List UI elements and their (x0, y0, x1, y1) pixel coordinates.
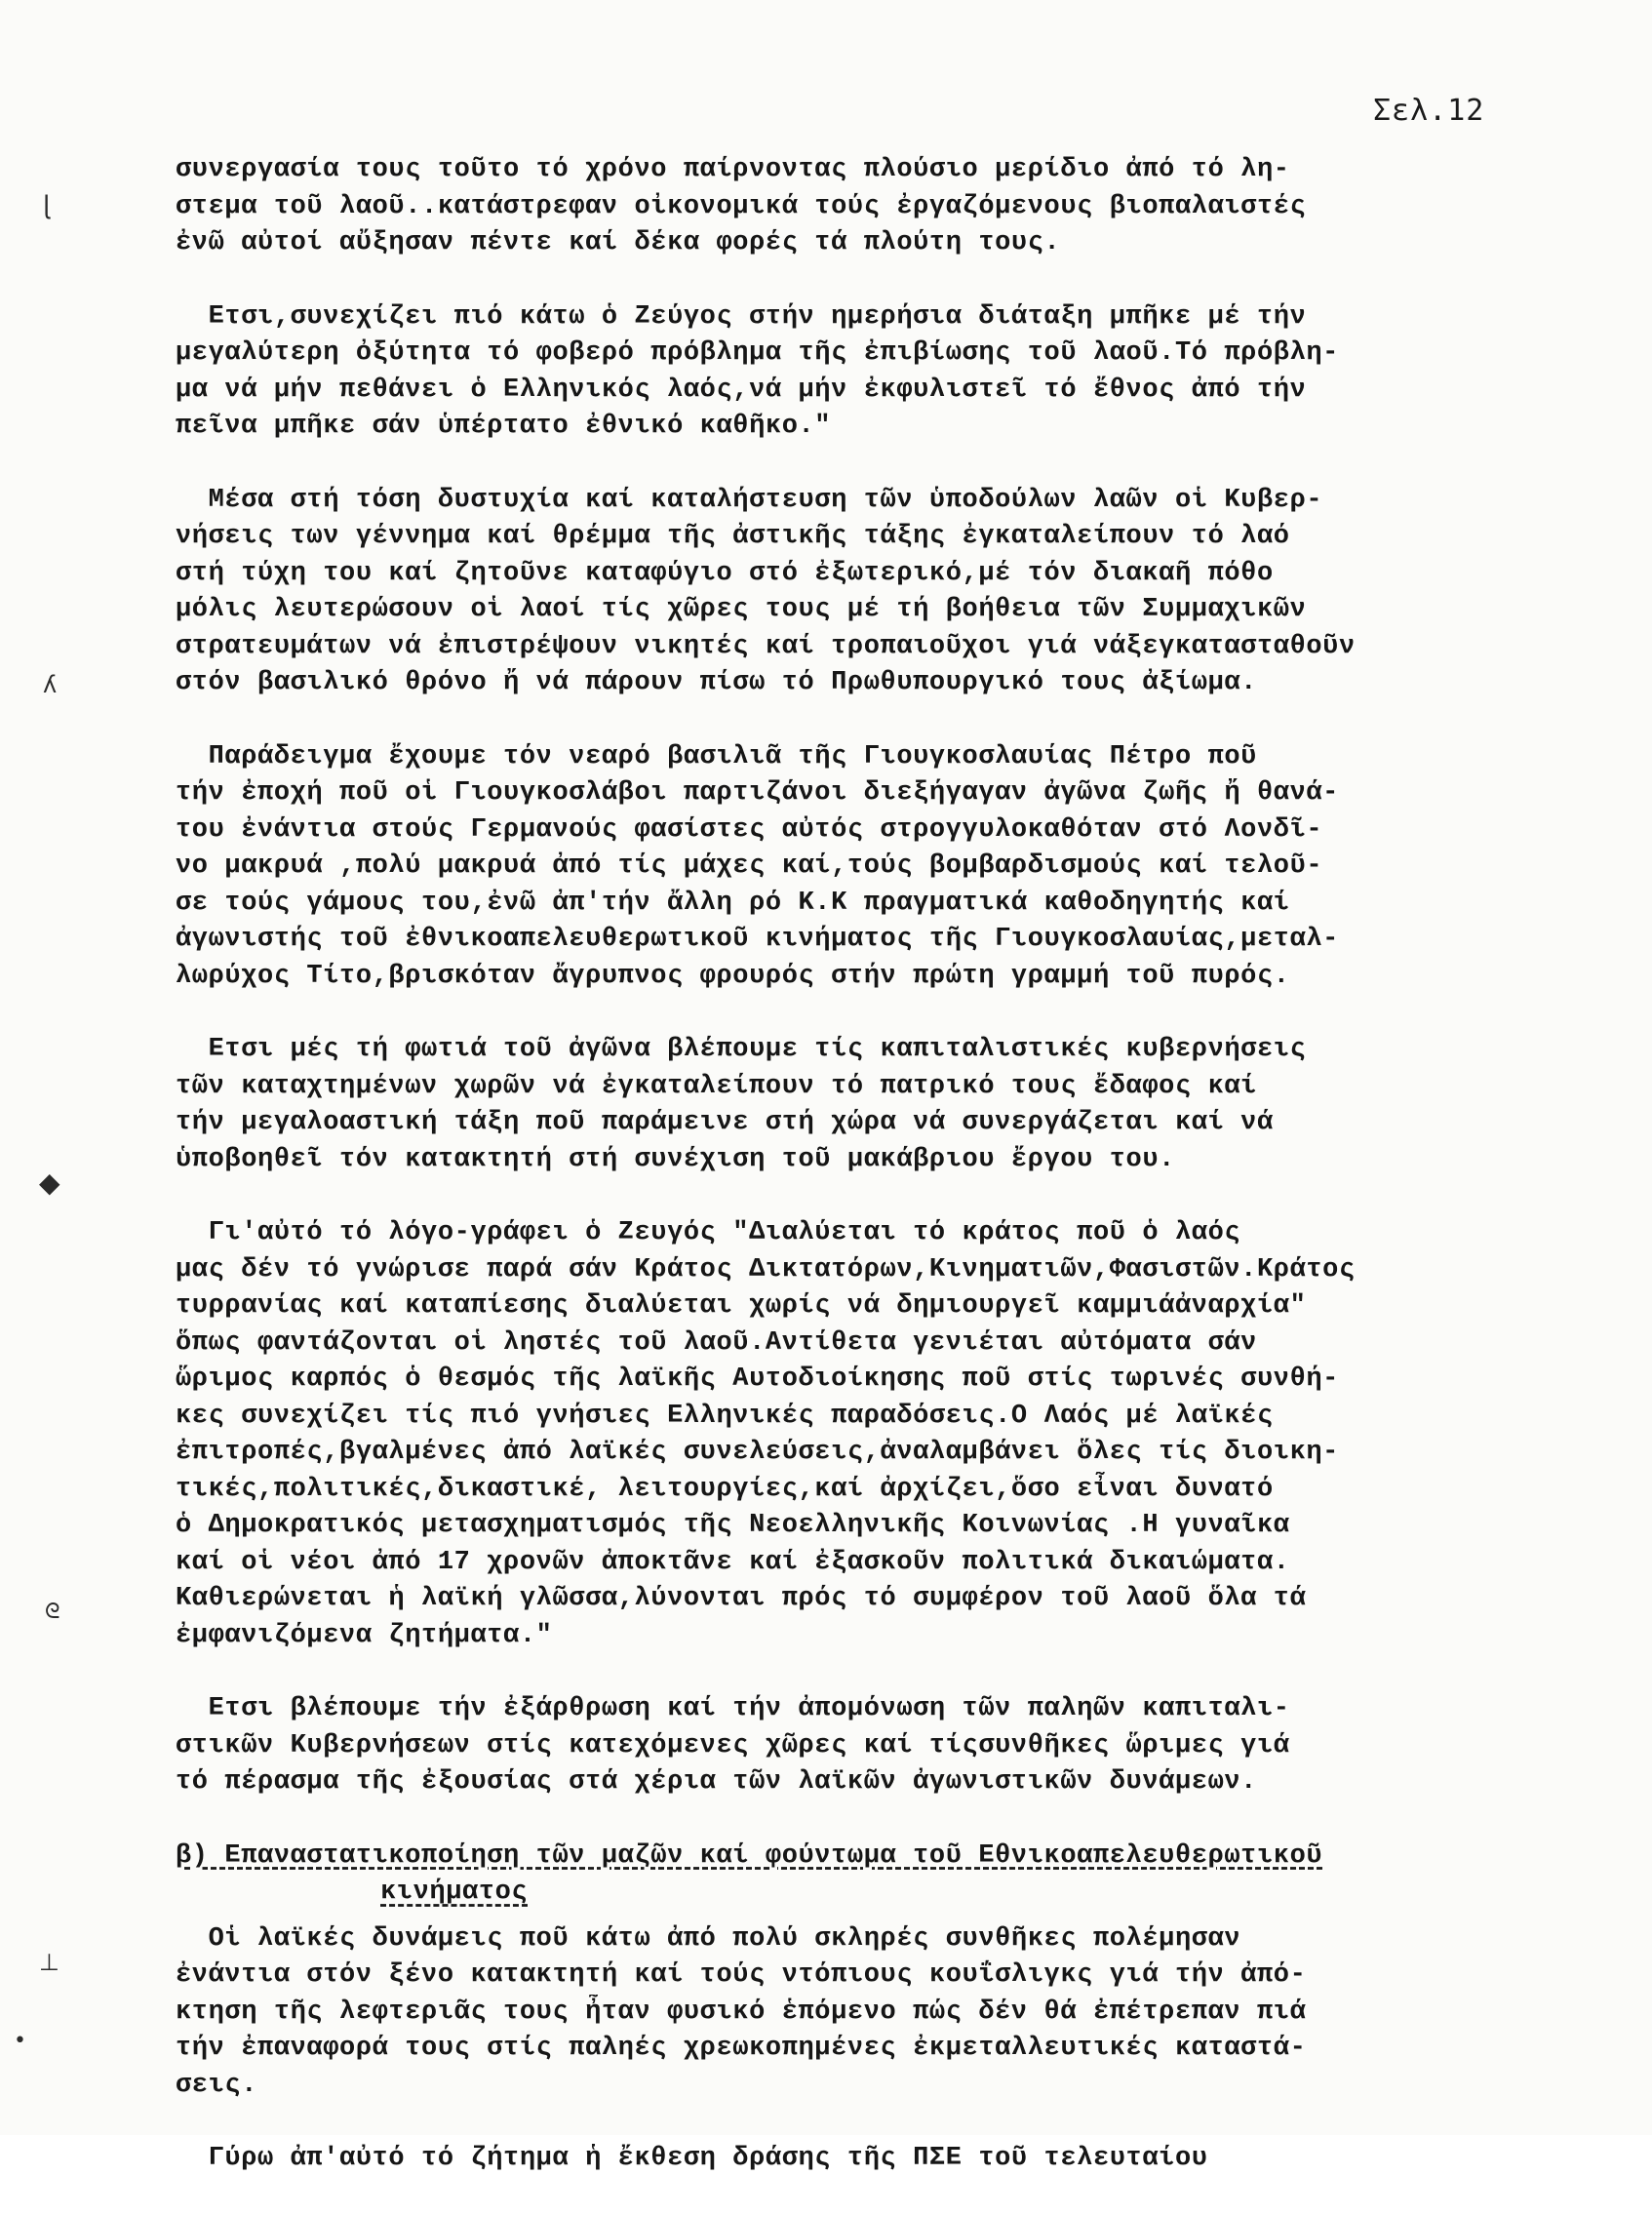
text-line: μας δέν τό γνώρισε παρά σάν Κράτος Δικτατόρων,Κινηματιῶν,Φασιστῶν.Κράτος (176, 1254, 1356, 1285)
text-line: Γι'αὐτό τό λόγο-γράφει ὁ Ζευγός "Διαλύεται τό κράτος ποῦ ὁ λαός (176, 1218, 1241, 1247)
paragraph-5 (176, 1032, 1619, 1178)
margin-mark-3: ◆ (39, 1167, 60, 1199)
text-line: στρατευμάτων νά ἐπιστρέψουν νικητές καί τροπαιοῦχοι γιά νάξεγκατασταθοῦν (176, 631, 1356, 661)
paragraph-9 (176, 2141, 1619, 2178)
text-line: του ἐνάντια στούς Γερμανούς φασίστες αὐτός στρογγυλοκαθόταν στό Λονδῖ- (176, 814, 1323, 845)
text-line: Μέσα στή τόση δυστυχία καί καταλήστευση τῶν ὑποδούλων λαῶν οἱ Κυβερ- (176, 485, 1323, 515)
text-line: μεγαλύτερη ὀξύτητα τό φοβερό πρόβλημα τῆς ἐπιβίωσης τοῦ λαοῦ.Τό πρόβλη- (176, 338, 1339, 368)
text-line: Ετσι βλέπουμε τήν ἐξάρθρωση καί τήν ἀπομόνωση τῶν παληῶν καπιταλι- (176, 1694, 1290, 1723)
paragraph-8 (176, 1921, 1619, 2105)
text-line: ὅπως φαντάζονται οἱ ληστές τοῦ λαοῦ.Αντίθετα γενιέται αὐτόματα σάν (176, 1327, 1257, 1358)
text-line: νήσεις των γέννημα καί θρέμμα τῆς ἀστικῆς τάξης ἐγκαταλείπουν τό λαό (176, 522, 1290, 551)
text-line: ἐμφανιζόμενα ζητήματα." (176, 1620, 553, 1650)
paragraph-4 (176, 739, 1619, 996)
margin-mark-5: ⊥ (39, 1949, 59, 1976)
text-line: τῶν καταχτημένων χωρῶν νά ἐγκαταλείπουν τό πατρικό τους ἔδαφος καί (176, 1071, 1257, 1101)
text-line: Γύρω ἀπ'αὐτό τό ζήτημα ἡ ἔκθεση δράσης τῆς ΠΣΕ τοῦ τελευταίου (176, 2144, 1208, 2173)
text-line: τήν ἐπαναφορά τους στίς παληές χρεωκοπημένες ἐκμεταλλευτικές καταστά- (176, 2034, 1307, 2063)
paragraph-1 (176, 152, 1619, 262)
text-line: ἐνῶ αὐτοί αὔξησαν πέντε καί δέκα φορές τά πλούτη τους. (176, 228, 1061, 257)
text-line: Παράδειγμα ἔχουμε τόν νεαρό βασιλιᾶ τῆς Γιουγκοσλαυίας Πέτρο ποῦ (176, 741, 1257, 771)
text-line: ἐνάντια στόν ξένο κατακτητή καί τούς ντόπιους κουΐσλιγκς γιά τήν ἀπό- (176, 1960, 1307, 1990)
text-line: κτηση τῆς λεφτεριᾶς τους ἦταν φυσικό ἑπόμενο πώς δέν θά ἐπέτρεπαν πιά (176, 1997, 1307, 2027)
text-line: τήν ἐποχή ποῦ οἱ Γιουγκοσλάβοι παρτιζάνοι διεξήγαγαν ἀγῶνα ζωῆς ἤ θανά- (176, 778, 1339, 808)
text-line: σεις. (176, 2070, 258, 2100)
text-line: Καθιερώνεται ἡ λαϊκή γλῶσσα,λύνονται πρός τό συμφέρον τοῦ λαοῦ ὅλα τά (176, 1584, 1307, 1613)
margin-mark-6: • (14, 2029, 26, 2053)
text-line: Ετσι,συνεχίζει πιό κάτω ὁ Ζεύγος στήν ημερήσια διάταξη μπῆκε μέ τήν (176, 301, 1307, 332)
text-line: ὥριμος καρπός ὁ θεσμός τῆς λαϊκῆς Αυτοδιοίκησης ποῦ στίς τωρινές συνθή- (176, 1365, 1339, 1394)
paragraph-3 (176, 483, 1619, 702)
text-line: στεμα τοῦ λαοῦ..κατάστρεφαν οἰκονομικά τούς ἐργαζόμενους βιοπαλαιστές (176, 191, 1307, 221)
paragraph-2 (176, 299, 1619, 446)
section-heading-line-2: κινήματος (380, 1878, 529, 1907)
margin-mark-4: ᘓ (45, 1600, 60, 1624)
text-line: τό πέρασμα τῆς ἐξουσίας στά χέρια τῶν λαϊκῶν ἀγωνιστικῶν δυνάμεων. (176, 1767, 1257, 1797)
text-line: κες συνεχίζει τίς πιό γνήσιες Ελληνικές παραδόσεις.Ο Λαός μέ λαϊκές (176, 1401, 1274, 1431)
text-line: πεῖνα μπῆκε σάν ὑπέρτατο ἐθνικό καθῆκο." (176, 412, 832, 441)
text-line: νο μακρυά ,πολύ μακρυά ἀπό τίς μάχες καί,τούς βομβαρδισμούς καί τελοῦ- (176, 851, 1323, 881)
text-line: ὑποβοηθεῖ τόν κατακτητή στή συνέχιση τοῦ μακάβριου ἔργου του. (176, 1144, 1175, 1174)
text-line: συνεργασία τους τοῦτο τό χρόνο παίρνοντας πλούσιο μερίδιο ἀπό τό λη- (176, 155, 1290, 184)
text-line: τικές,πολιτικές,δικαστικέ, λειτουργίες,καί ἀρχίζει,ὅσο εἶναι δυνατό (176, 1474, 1274, 1504)
text-line: Οἱ λαϊκές δυνάμεις ποῦ κάτω ἀπό πολύ σκληρές συνθῆκες πολέμησαν (176, 1923, 1241, 1954)
text-line: στόν βασιλικό θρόνο ἤ νά πάρουν πίσω τό Πρωθυπουργικό τους ἀξίωμα. (176, 668, 1257, 697)
document-body (176, 152, 1619, 2215)
paragraph-7 (176, 1691, 1619, 1801)
text-line: ὁ Δημοκρατικός μετασχηματισμός τῆς Νεοελληνικῆς Κοινωνίας .Η γυναῖκα (176, 1511, 1290, 1540)
section-heading (176, 1839, 1619, 1912)
text-line: καί οἱ νέοι ἀπό 17 χρονῶν ἀποκτᾶνε καί ἐξασκοῦν πολιτικά δικαιώματα. (176, 1547, 1290, 1577)
text-line: μόλις λευτερώσουν οἱ λαοί τίς χῶρες τους μέ τή βοήθεια τῶν Συμμαχικῶν (176, 595, 1307, 624)
text-line: τυρρανίας καί καταπίεσης διαλύεται χωρίς νά δημιουργεῖ καμμιάἀναρχία" (176, 1291, 1307, 1321)
paragraph-6 (176, 1215, 1619, 1654)
page-number: Σελ.12 (1373, 94, 1485, 128)
text-line: μα νά μήν πεθάνει ὁ Ελληνικός λαός,νά μήν ἐκφυλιστεῖ τό ἔθνος ἀπό τήν (176, 375, 1307, 405)
text-line: τήν μεγαλοαστική τάξη ποῦ παράμεινε στή χώρα νά συνεργάζεται καί νά (176, 1108, 1274, 1137)
text-line: στή τύχη του καί ζητοῦνε καταφύγιο στό ἐξωτερικό,μέ τόν διακαῆ πόθο (176, 558, 1274, 588)
margin-mark-2: ʎ (43, 671, 58, 698)
text-line: ἐπιτροπές,βγαλμένες ἀπό λαϊκές συνελεύσεις,ἀναλαμβάνει ὅλες τίς διοικη- (176, 1438, 1339, 1467)
text-line: λωρύχος Τίτο,βρισκόταν ἄγρυπνος φρουρός στήν πρώτη γραμμή τοῦ πυρός. (176, 961, 1290, 991)
margin-mark-1: ɭ (43, 191, 51, 220)
text-line: στικῶν Κυβερνήσεων στίς κατεχόμενες χῶρες καί τίςσυνθῆκες ὥριμες γιά (176, 1730, 1290, 1760)
section-heading-line-1: β) Επαναστατικοποίηση τῶν μαζῶν καί φούντωμα τοῦ Εθνικοαπελευθερωτικοῦ (176, 1840, 1323, 1871)
text-line: σε τούς γάμους του,ἐνῶ ἀπ'τήν ἄλλη ρό Κ.Κ πραγματικά καθοδηγητής καί (176, 888, 1290, 918)
text-line: Ετσι μές τή φωτιά τοῦ ἀγῶνα βλέπουμε τίς καπιταλιστικές κυβερνήσεις (176, 1035, 1307, 1064)
text-line: ἀγωνιστής τοῦ ἐθνικοαπελευθερωτικοῦ κινήματος τῆς Γιουγκοσλαυίας,μεταλ- (176, 925, 1339, 954)
